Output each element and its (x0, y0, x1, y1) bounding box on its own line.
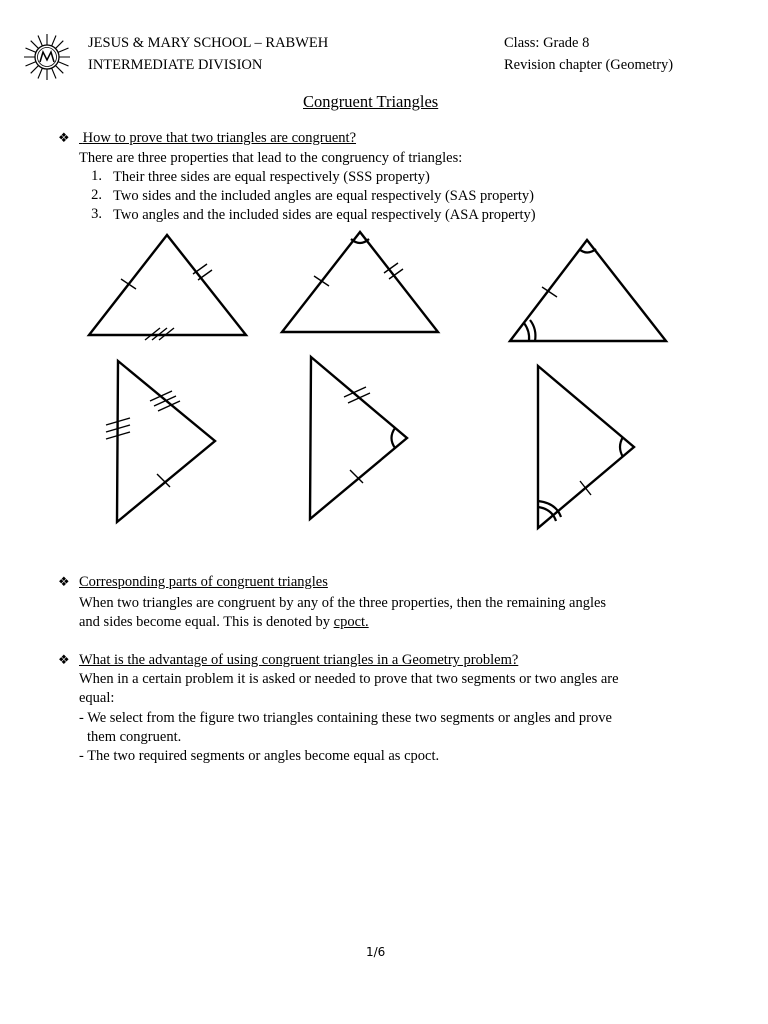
class-label: Class: Grade 8 (504, 35, 590, 51)
congruence-figures (0, 225, 768, 535)
section1-intro: There are three properties that lead to the congruency of triangles: (79, 150, 463, 166)
bullet-icon: ❖ (58, 131, 70, 146)
chapter-label: Revision chapter (Geometry) (504, 57, 674, 73)
division-name: INTERMEDIATE DIVISION (88, 57, 263, 73)
section3-heading: What is the advantage of using congruent triangles in a Geometry problem? (79, 652, 519, 668)
section3-line5: - The two required segments or angles become equal as cpoct. (79, 748, 440, 764)
school-name: JESUS & MARY SCHOOL – RABWEH (88, 35, 329, 51)
sss-triangle-bottom (106, 361, 215, 522)
section3-line2: equal: (79, 690, 115, 706)
section3-line3: - We select from the figure two triangles containing these two segments or angles and prove (79, 710, 612, 726)
list-item-asa: Two angles and the included sides are equal respectively (ASA property) (113, 207, 536, 223)
asa-triangle-top (510, 240, 666, 341)
section3-line4: them congruent. (87, 729, 182, 745)
section2-line1: When two triangles are congruent by any of the three properties, then the remaining angles (79, 595, 607, 611)
sas-triangle-top (282, 232, 438, 332)
list-number: 1. (91, 168, 102, 184)
list-number: 3. (91, 206, 102, 222)
sss-triangle-top (89, 235, 246, 340)
bullet-icon: ❖ (58, 653, 70, 668)
section2-heading: Corresponding parts of congruent triangles (79, 574, 328, 590)
bullet-icon: ❖ (58, 575, 70, 590)
list-item-sss: Their three sides are equal respectively (SSS property) (113, 169, 430, 185)
school-emblem-icon (22, 32, 72, 82)
list-number: 2. (91, 187, 102, 203)
page-title: Congruent Triangles (303, 92, 439, 111)
sas-triangle-bottom (310, 357, 407, 519)
list-item-sas: Two sides and the included angles are equal respectively (SAS property) (113, 188, 534, 204)
section1-heading (79, 129, 356, 148)
asa-triangle-bottom (538, 366, 634, 528)
section2-line2-text: and sides become equal. This is denoted by (79, 614, 334, 630)
page-number: 1/6 (366, 945, 386, 959)
cpoct-term: cpoct. (333, 614, 369, 630)
section1-heading-text: How to prove that two triangles are congruent? (82, 130, 357, 146)
section2-line2 (79, 613, 369, 632)
section3-line1: When in a certain problem it is asked or needed to prove that two segments or two angles are (79, 671, 619, 687)
